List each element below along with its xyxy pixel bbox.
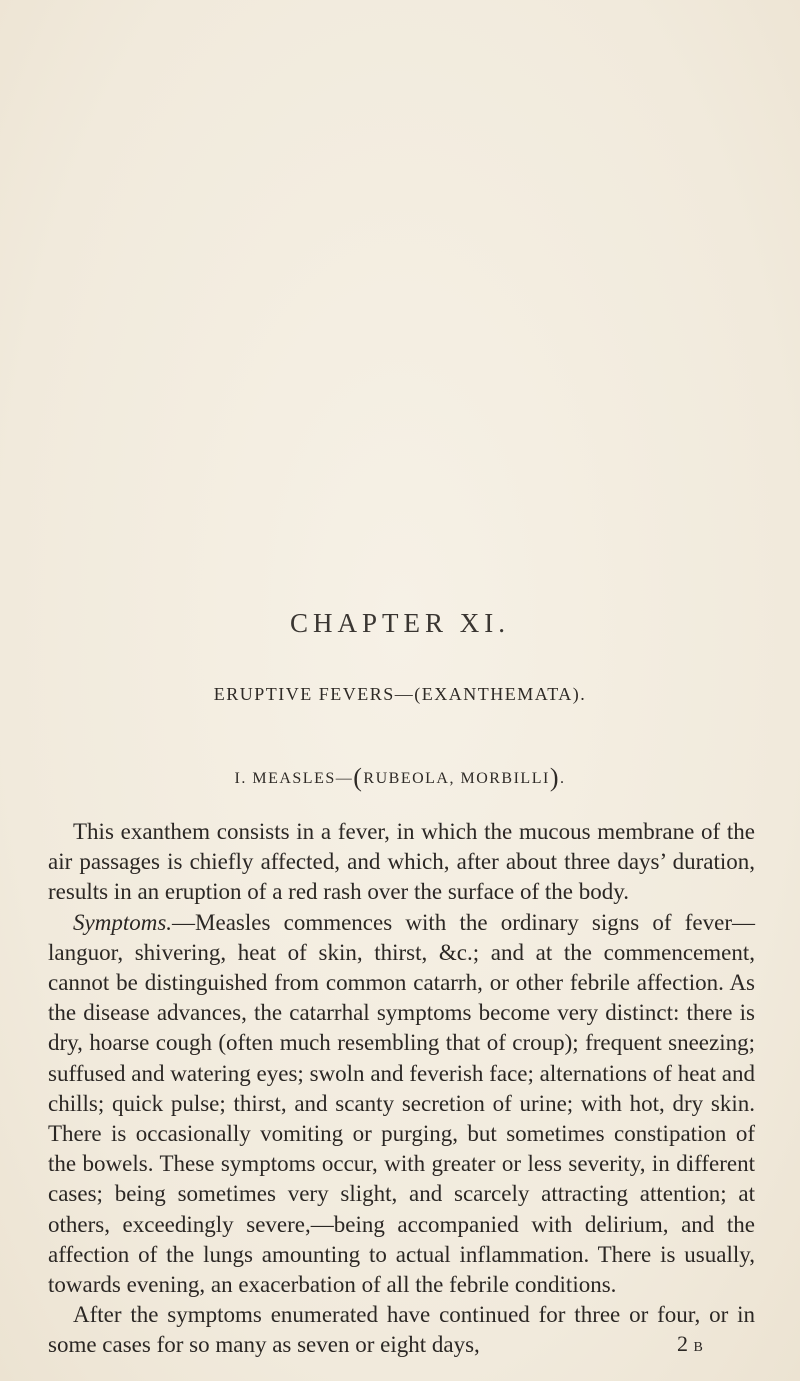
symptoms-text: —Measles commences with the ordinary signs of fever—languor, shivering, heat of skin, thirst, &c.; and at the commencement, cannot be distinguished from common catarrh, or other febrile affection. As the disease advances, the catarrhal symptoms become very distinct: there is dry, hoarse cough (often much resembling that of croup); frequent sneezing; suffused and watering eyes; swoln and feverish face; alternations of heat and chills; quick pulse; thirst, and scanty secretion of urine; with hot, dry skin. There is occasionally vomiting or purging, but sometimes constipation of the bowels. These symptoms occur, with greater or less severity, in different cases; being sometimes very slight, and scarcely attracting attention; at others, exceedingly severe,—being accompanied with delirium, and the affection of the lungs amounting to actual inflammation. There is usually, towards evening, an exacerbation of all the febrile conditions.	[48, 909, 755, 1298]
section-heading: ERUPTIVE FEVERS—(EXANTHEMATA).	[213, 684, 587, 704]
symptoms-label: Symptoms.	[73, 909, 173, 935]
subsection-alt-names: RUBEOLA, MORBILLI	[363, 770, 550, 787]
subsection-close-paren: )	[549, 763, 560, 792]
signature-number: 2	[677, 1331, 688, 1356]
subsection-number: I.	[234, 770, 247, 787]
subsection-end: .	[559, 770, 566, 787]
paragraph-intro: This exanthem consists in a fever, in which the mucous membrane of the air passages is chiefly affected, and which, after about three days’ duration, results in an eruption of a red rash over the surface of the body.	[48, 819, 755, 905]
signature-mark	[677, 1331, 703, 1357]
signature-letter: B	[693, 1340, 704, 1355]
body-text	[48, 817, 755, 1361]
subsection-open-paren: (	[353, 763, 364, 792]
subsection-heading	[0, 763, 800, 793]
paragraph-symptoms	[48, 908, 755, 1301]
subsection-dash: —	[335, 770, 354, 787]
paragraph-continuation: After the symptoms enumerated have continued for three or four, or in some cases for so many as seven or eight days,	[48, 1302, 755, 1358]
chapter-title: CHAPTER XI.	[289, 608, 510, 638]
subsection-name: MEASLES	[252, 770, 336, 787]
